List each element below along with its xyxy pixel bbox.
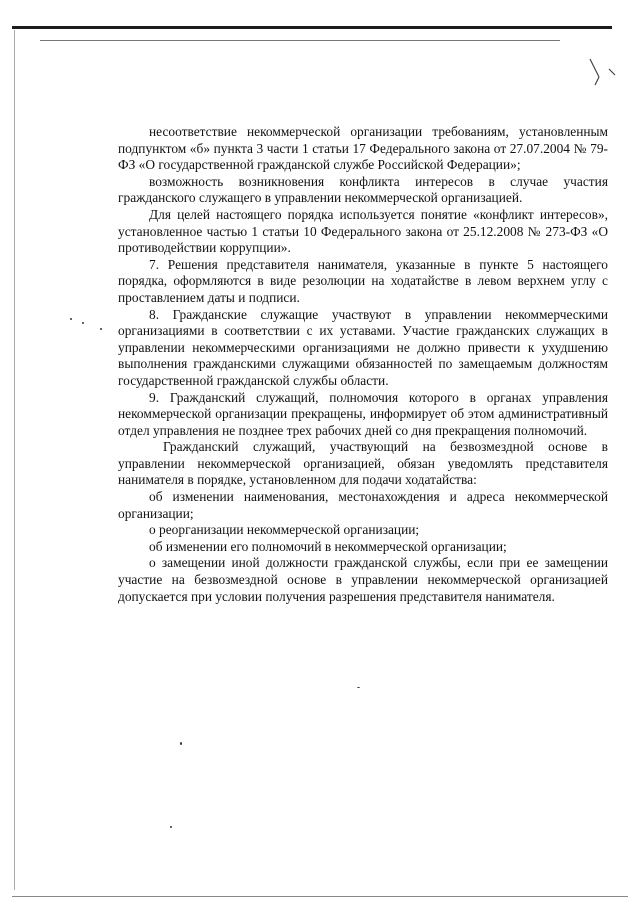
scan-speck <box>180 742 182 745</box>
scan-speck <box>100 328 102 330</box>
paragraph: о замещении иной должности гражданской службы, если при ее замещении участие на безвозмездной основе в управлении некоммерческой организацией допускается при условии получения разрешения представителя нанимателя. <box>118 555 608 604</box>
scan-speck <box>70 318 72 320</box>
top-thin-line <box>40 40 560 41</box>
paragraph: возможность возникновения конфликта интересов в случае участия гражданского служащего в управлении некоммерческой организацией. <box>118 173 608 206</box>
left-page-edge <box>14 30 15 890</box>
document-body <box>118 124 608 605</box>
paragraph: Гражданский служащий, участвующий на безвозмездной основе в управлении некоммерческой организацией, обязан уведомлять представителя нанимателя в порядке, установленном для подачи ходатайства: <box>118 439 608 488</box>
top-border-line <box>12 26 612 29</box>
paragraph: об изменении его полномочий в некоммерческой организации; <box>149 538 507 554</box>
paragraph: 9. Гражданский служащий, полномочия которого в органах управления некоммерческой организации прекращены, информирует об этом административный отдел управления не позднее трех рабочих дней со дня прекращения полномочий. <box>118 389 608 438</box>
scan-speck <box>82 322 84 324</box>
paragraph: 7. Решения представителя нанимателя, указанные в пункте 5 настоящего порядка, оформляются в виде резолюции на ходатайстве в левом верхнем углу с проставлением даты и подписи. <box>118 256 608 305</box>
scan-corner-mark <box>585 55 625 95</box>
paragraph: несоответствие некоммерческой организации требованиям, установленным подпунктом «б» пункта 3 части 1 статьи 17 Федерального закона от 27.07.2004 № 79-ФЗ «О государственной гражданской службе Российской Федерации»; <box>118 124 608 173</box>
paragraph: 8. Гражданские служащие участвуют в управлении некоммерческими организациями в соответствии с их уставами. Участие гражданских служащих в управлении некоммерческими организациями не должно привести к ухудшению выполнения гражданскими служащими обязанностей по замещаемым должностям государственной гражданской службы области. <box>118 306 608 388</box>
paragraph: Для целей настоящего порядка используется понятие «конфликт интересов», установленное частью 1 статьи 10 Федерального закона от 25.12.2008 № 273-ФЗ «О противодействии коррупции». <box>118 206 608 256</box>
paragraph: об изменении наименования, местонахождения и адреса некоммерческой организации; <box>118 489 608 521</box>
scan-speck <box>170 826 172 828</box>
paragraph: о реорганизации некоммерческой организации; <box>149 522 420 538</box>
bottom-border-line <box>12 896 628 897</box>
scan-speck <box>357 687 360 688</box>
